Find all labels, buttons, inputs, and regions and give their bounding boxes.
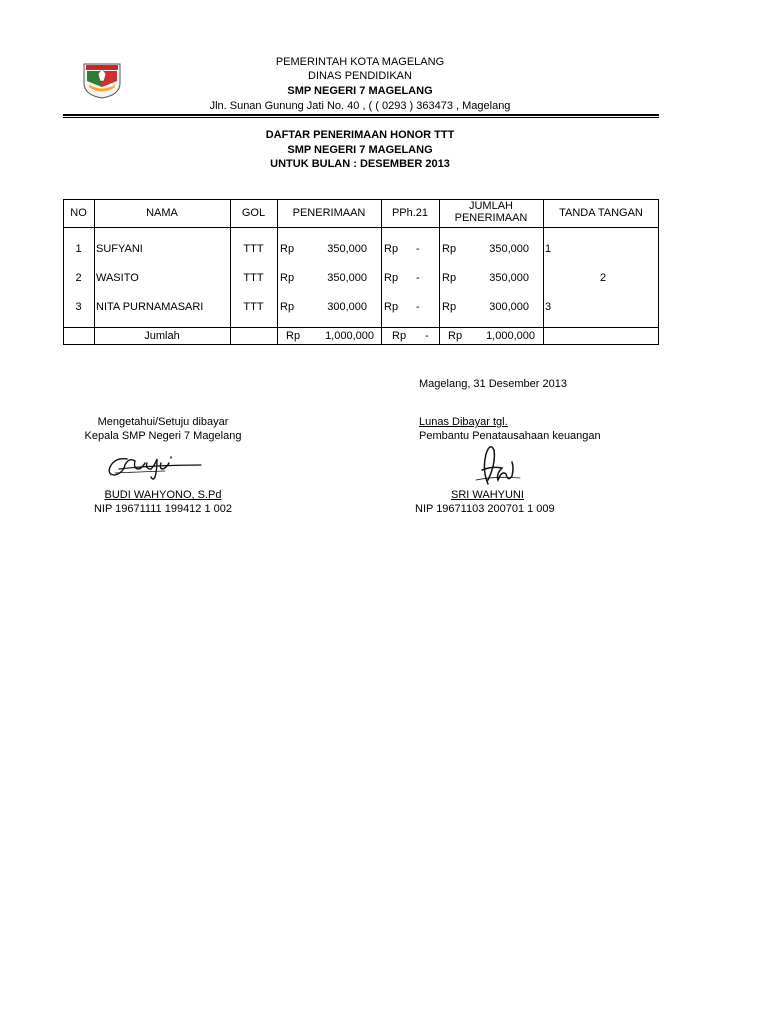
row3-jumlah: 300,000 [489,301,529,313]
row1-rp1: Rp [280,243,295,255]
total-rp2: Rp [392,330,407,342]
total-rp3: Rp [448,330,463,342]
right-sign-nip: NIP 19671103 200701 1 009 [415,503,555,515]
right-signature [468,440,528,492]
row2-rp1: Rp [280,272,295,284]
col-header-no: NO [70,207,87,219]
row2-jumlah: 350,000 [489,272,529,284]
row3-gol: TTT [243,301,264,313]
letterhead-line2: DINAS PENDIDIKAN [308,70,412,82]
right-sign-line2: Pembantu Penatausahaan keuangan [419,430,601,442]
row2-nama: WASITO [96,272,139,284]
total-penerimaan: 1,000,000 [325,330,374,342]
row2-pph: - [416,272,420,284]
left-sign-line1: Mengetahui/Setuju dibayar [97,416,229,428]
left-signature [105,445,205,485]
row2-no: 2 [75,272,82,284]
row3-rp1: Rp [280,301,295,313]
col-header-penerimaan: PENERIMAAN [292,207,366,219]
letterhead-line1: PEMERINTAH KOTA MAGELANG [275,56,445,68]
row1-pph: - [416,243,420,255]
row2-rp2: Rp [384,272,399,284]
total-label: Jumlah [144,330,180,342]
col-header-gol: GOL [241,207,266,219]
col-header-tanda-tangan: TANDA TANGAN [559,207,643,219]
header-divider-thin [63,117,659,118]
city-logo [81,59,123,99]
row3-pph: - [416,301,420,313]
row2-penerimaan: 350,000 [327,272,367,284]
doc-subtitle: SMP NEGERI 7 MAGELANG [287,144,433,156]
left-sign-line2: Kepala SMP Negeri 7 Magelang [84,430,242,442]
left-sign-nip: NIP 19671111 199412 1 002 [93,503,233,515]
doc-title: DAFTAR PENERIMAAN HONOR TTT [265,129,455,141]
right-sign-line1: Lunas Dibayar tgl. [419,416,508,428]
address: Jln. Sunan Gunung Jati No. 40 , ( ( 0293 ) 363473 , Magelang [209,100,511,112]
col-header-jumlah-line1: JUMLAH [468,200,513,212]
row2-tanda: 2 [600,272,607,284]
col-header-jumlah [439,200,543,224]
row1-rp3: Rp [442,243,457,255]
row1-rp2: Rp [384,243,399,255]
row3-tanda: 3 [545,301,552,313]
row1-gol: TTT [243,243,264,255]
row3-rp2: Rp [384,301,399,313]
school-name: SMP NEGERI 7 MAGELANG [287,85,433,97]
row3-rp3: Rp [442,301,457,313]
col-header-pph: PPh.21 [391,207,429,219]
doc-period: UNTUK BULAN : DESEMBER 2013 [270,158,450,170]
total-pph: - [425,330,429,342]
row1-penerimaan: 350,000 [327,243,367,255]
row1-tanda: 1 [545,243,552,255]
total-jumlah: 1,000,000 [486,330,535,342]
row3-nama: NITA PURNAMASARI [96,301,204,313]
left-sign-name: BUDI WAHYONO, S.Pd [104,489,222,501]
row2-rp3: Rp [442,272,457,284]
row2-gol: TTT [243,272,264,284]
row1-jumlah: 350,000 [489,243,529,255]
row1-no: 1 [75,243,82,255]
total-rp1: Rp [286,330,301,342]
header-divider [63,114,659,116]
row3-no: 3 [75,301,82,313]
row1-nama: SUFYANI [96,243,143,255]
row3-penerimaan: 300,000 [327,301,367,313]
col-header-nama: NAMA [146,207,178,219]
place-date: Magelang, 31 Desember 2013 [419,378,567,390]
right-sign-name: SRI WAHYUNI [451,489,524,501]
col-header-jumlah-line2: PENERIMAAN [454,212,528,224]
